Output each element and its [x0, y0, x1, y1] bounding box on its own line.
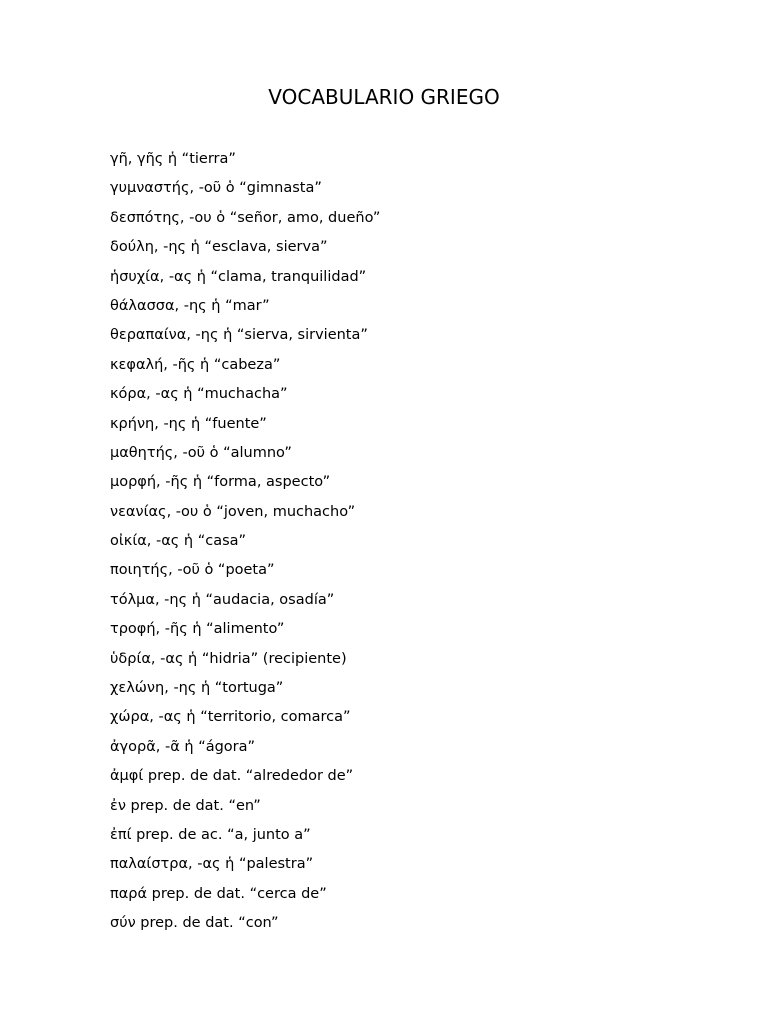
- vocabulary-entry: ἡσυχία, -ας ἡ “clama, tranquilidad”: [110, 268, 367, 285]
- vocabulary-entry: τόλμα, -ης ἡ “audacia, osadía”: [110, 591, 335, 608]
- vocabulary-entry: γυμναστής, -οῦ ὁ “gimnasta”: [110, 180, 322, 197]
- vocabulary-entry: ἀμφί prep. de dat. “alrededor de”: [110, 768, 354, 785]
- vocabulary-entry: χελώνη, -ης ἡ “tortuga”: [110, 680, 284, 697]
- vocabulary-entry: κρήνη, -ης ἡ “fuente”: [110, 415, 267, 432]
- vocabulary-entry: κεφαλή, -ῆς ἡ “cabeza”: [110, 356, 281, 373]
- vocabulary-entry: μορφή, -ῆς ἡ “forma, aspecto”: [110, 474, 331, 491]
- vocabulary-entry: θάλασσα, -ης ἡ “mar”: [110, 297, 270, 314]
- vocabulary-entry: παρά prep. de dat. “cerca de”: [110, 885, 327, 902]
- vocabulary-entry: δούλη, -ης ἡ “esclava, sierva”: [110, 239, 328, 256]
- vocabulary-entry: ὑδρία, -ας ἡ “hidria” (recipiente): [110, 650, 347, 667]
- vocabulary-entry: μαθητής, -οῦ ὁ “alumno”: [110, 444, 292, 461]
- vocabulary-entry: γῆ, γῆς ἡ “tierra”: [110, 151, 236, 167]
- vocabulary-entry: κόρα, -ας ἡ “muchacha”: [110, 386, 288, 403]
- vocabulary-entry: ἀγορᾶ, -ᾶ ἡ “ágora”: [110, 738, 256, 755]
- vocabulary-entry: οἰκία, -ας ἡ “casa”: [110, 533, 247, 550]
- vocabulary-entry: χώρα, -ας ἡ “territorio, comarca”: [110, 709, 351, 726]
- vocabulary-entry: ἐπί prep. de ac. “a, junto a”: [110, 826, 311, 843]
- vocabulary-entry: νεανίας, -ου ὁ “joven, muchacho”: [110, 503, 356, 520]
- vocabulary-entry: θεραπαίνα, -ης ἡ “sierva, sirvienta”: [110, 327, 368, 344]
- vocabulary-entry: σύν prep. de dat. “con”: [110, 915, 279, 932]
- page-title: VOCABULARIO GRIEGO: [268, 85, 500, 109]
- vocabulary-entry: παλαίστρα, -ας ἡ “palestra”: [110, 856, 314, 873]
- vocabulary-list: [110, 149, 380, 943]
- vocabulary-entry: δεσπότης, -ου ὁ “señor, amo, dueño”: [110, 209, 381, 226]
- vocabulary-entry: τροφή, -ῆς ἡ “alimento”: [110, 621, 285, 638]
- vocabulary-entry: ποιητής, -οῦ ὁ “poeta”: [110, 562, 275, 579]
- vocabulary-entry: ἐν prep. de dat. “en”: [110, 797, 261, 814]
